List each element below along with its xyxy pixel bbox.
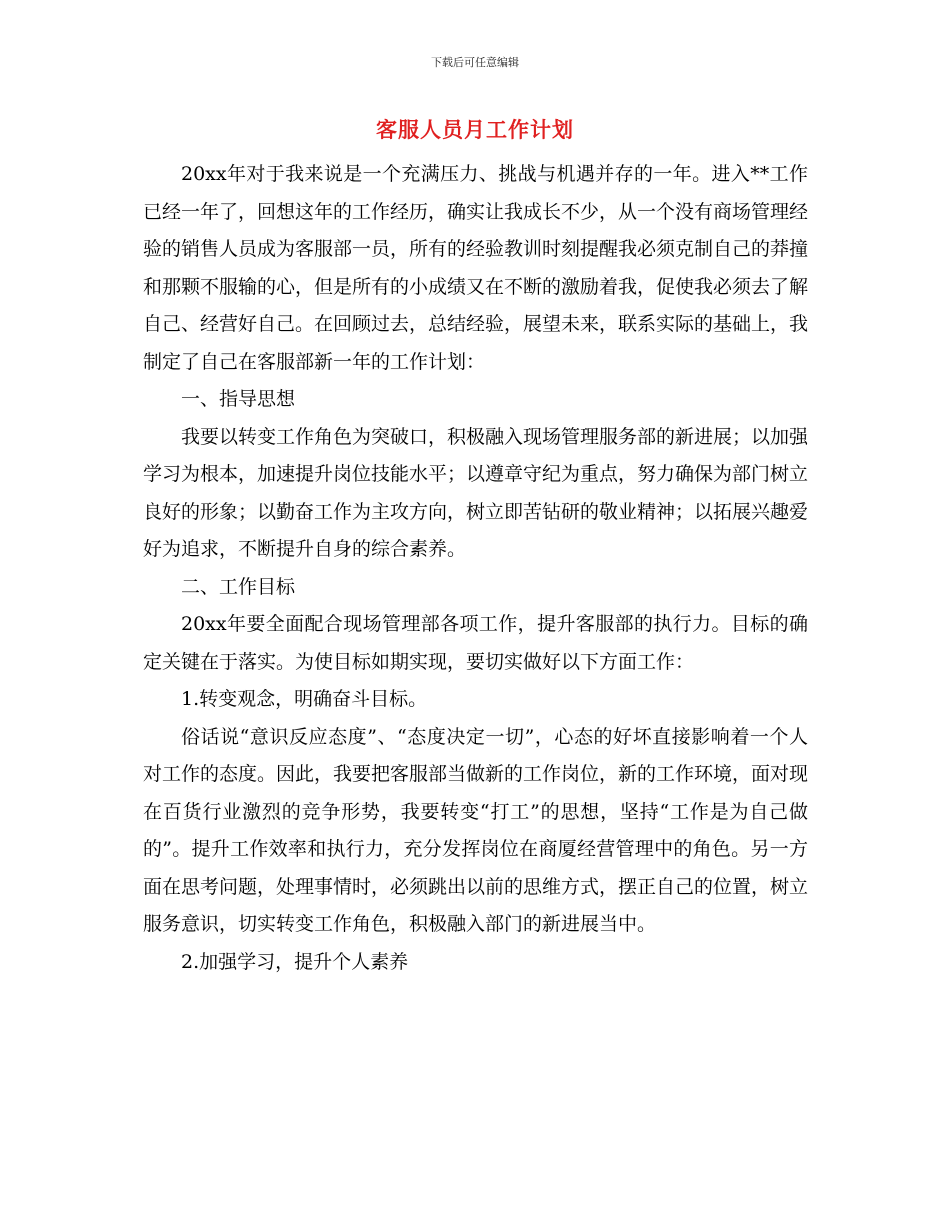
- document-body: [143, 156, 808, 981]
- header-note: 下载后可任意编辑: [431, 56, 519, 69]
- paragraph-intro: 20xx年对于我来说是一个充满压力、挑战与机遇并存的一年。进入**工作已经一年了，回想这年的工作经历，确实让我成长不少，从一个没有商场管理经验的销售人员成为客服部一员，所有的经验教训时刻提醒我必须克制自己的莽撞和那颗不服输的心，但是所有的小成绩又在不断的激励着我，促使我必须去了解自己、经营好自己。在回顾过去，总结经验，展望未来，联系实际的基础上，我制定了自己在客服部新一年的工作计划：: [143, 163, 809, 373]
- heading-work-goals: 二、工作目标: [181, 575, 296, 598]
- heading-item-1: 1.转变观念，明确奋斗目标。: [181, 688, 428, 710]
- paragraph-work-goals: 20xx年要全面配合现场管理部各项工作，提升客服部的执行力。目标的确定关键在于落实。为使目标如期实现，要切实做好以下方面工作：: [143, 613, 808, 673]
- heading-guiding-thought: 一、指导思想: [181, 388, 296, 410]
- document-title: 客服人员月工作计划: [376, 117, 574, 142]
- heading-item-2: 2.加强学习，提升个人素养: [181, 950, 409, 973]
- paragraph-item-1: 俗话说“意识反应态度”、“态度决定一切”，心态的好坏直接影响着一个人对工作的态度。因此，我要把客服部当做新的工作岗位，新的工作环境，面对现在百货行业激烈的竞争形势，我要转变“打工”的思想，坚持“工作是为自己做的”。提升工作效率和执行力，充分发挥岗位在商厦经营管理中的角色。另一方面在思考问题，处理事情时，必须跳出以前的思维方式，摆正自己的位置，树立服务意识，切实转变工作角色，积极融入部门的新进展当中。: [143, 725, 809, 935]
- paragraph-guiding-thought: 我要以转变工作角色为突破口，积极融入现场管理服务部的新进展；以加强学习为根本，加速提升岗位技能水平；以遵章守纪为重点，努力确保为部门树立良好的形象；以勤奋工作为主攻方向，树立即苦钻研的敬业精神；以拓展兴趣爱好为追求，不断提升自身的综合素养。: [143, 425, 809, 560]
